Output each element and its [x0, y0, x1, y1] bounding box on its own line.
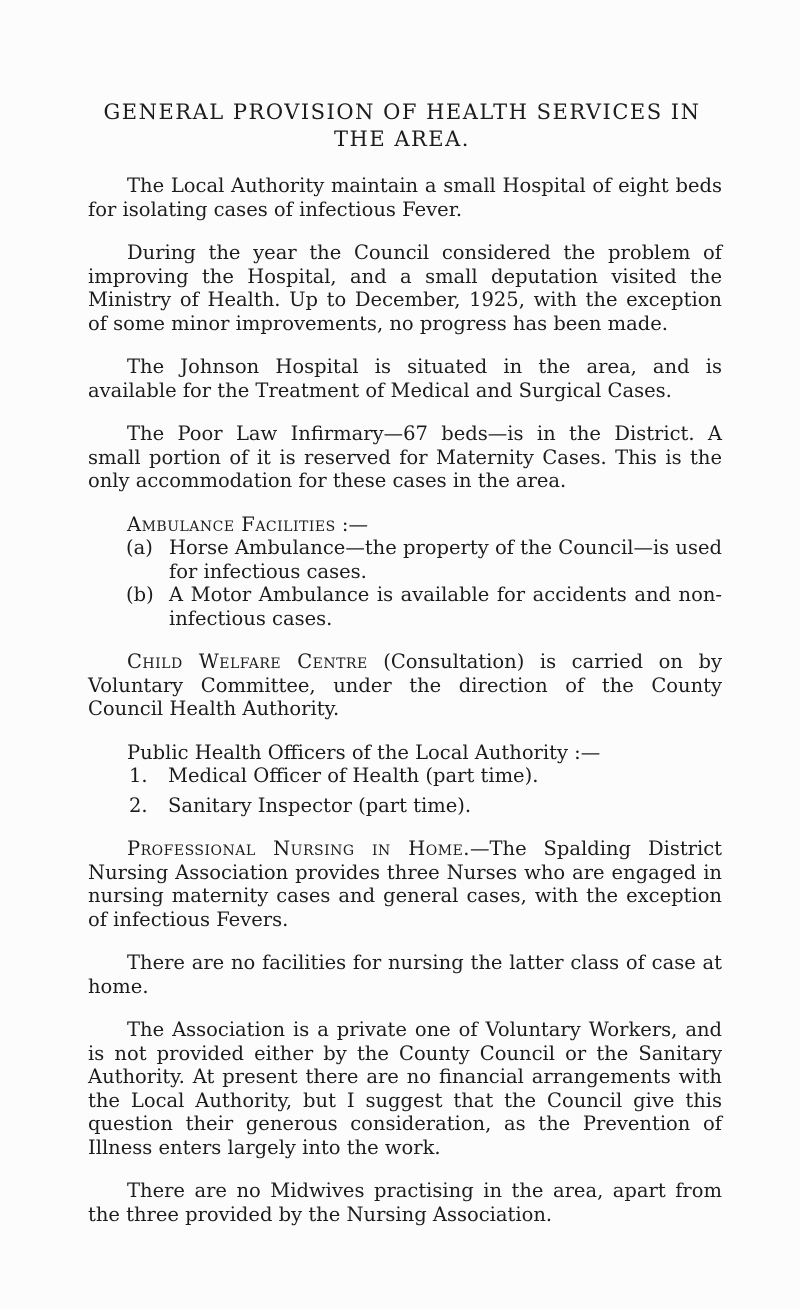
ambulance-heading-suffix: :— [335, 512, 368, 536]
ambulance-item-a [88, 536, 722, 583]
officer-item-1-number: 1. [129, 764, 148, 787]
child-welfare-lead: Child Welfare Centre [127, 650, 368, 673]
officer-item-1 [88, 764, 722, 788]
nursing-lead: Professional Nursing in Home. [127, 837, 470, 860]
paragraph-midwives: There are no Midwives practising in the area, apart from the three provided by the Nursing Association. [88, 1179, 722, 1226]
page-title [88, 99, 722, 153]
paragraph-council: During the year the Council considered the problem of improving the Hospital, and a small deputation visited the Ministry of Health. Up to December, 1925, with the exception of some minor improvements, no progress has been made. [88, 241, 722, 335]
child-welfare-rest: (Consultation) is carried on by Voluntary Committee, under the direction of the County Council Health Authority. [88, 650, 722, 720]
title-line-1: GENERAL PROVISION OF HEALTH SERVICES IN [103, 100, 701, 124]
paragraph-facilities: There are no facilities for nursing the latter class of case at home. [88, 951, 722, 998]
officer-item-2-number: 2. [129, 793, 148, 817]
paragraph-poor-law-infirmary: The Poor Law Infirmary—67 beds—is in the District. A small portion of it is reserved for Maternity Cases. This is the only accommodation for these cases in the area. [88, 422, 722, 492]
officer-item-1-text: Medical Officer of Health (part time). [168, 764, 539, 787]
officer-item-2 [88, 794, 722, 818]
paragraph-child-welfare [88, 650, 722, 721]
title-line-2: THE AREA. [334, 127, 470, 151]
paragraph-johnson-hospital: The Johnson Hospital is situated in the area, and is available for the Treatment of Medical and Surgical Cases. [88, 355, 722, 402]
paragraph-association: The Association is a private one of Voluntary Workers, and is not provided either by the County Council or the Sanitary Authority. At present there are no financial arrangements with the Local Authority, but I suggest that the Council give this question their generous consideration, as the Prevention of Illness enters largely into the work. [88, 1018, 722, 1159]
nursing-rest: —The Spalding District Nursing Association provides three Nurses who are engaged in nursing maternity cases and general cases, with the exception of infectious Fevers. [88, 837, 722, 931]
ambulance-item-b [88, 583, 722, 630]
officers-heading: Public Health Officers of the Local Authority :— [127, 740, 601, 764]
officer-item-2-text: Sanitary Inspector (part time). [168, 793, 472, 817]
ambulance-item-a-marker: (a) [126, 536, 153, 559]
ambulance-heading: Ambulance Facilities [127, 512, 336, 536]
paragraph-nursing [88, 837, 722, 931]
ambulance-item-a-text: Horse Ambulance—the property of the Council—is used for infectious cases. [169, 536, 722, 583]
ambulance-item-b-marker: (b) [126, 583, 154, 606]
ambulance-item-b-text: A Motor Ambulance is available for accidents and non-infectious cases. [169, 583, 722, 630]
ambulance-heading-line [88, 513, 722, 537]
paragraph-hospital: The Local Authority maintain a small Hospital of eight beds for isolating cases of infectious Fever. [88, 174, 722, 221]
